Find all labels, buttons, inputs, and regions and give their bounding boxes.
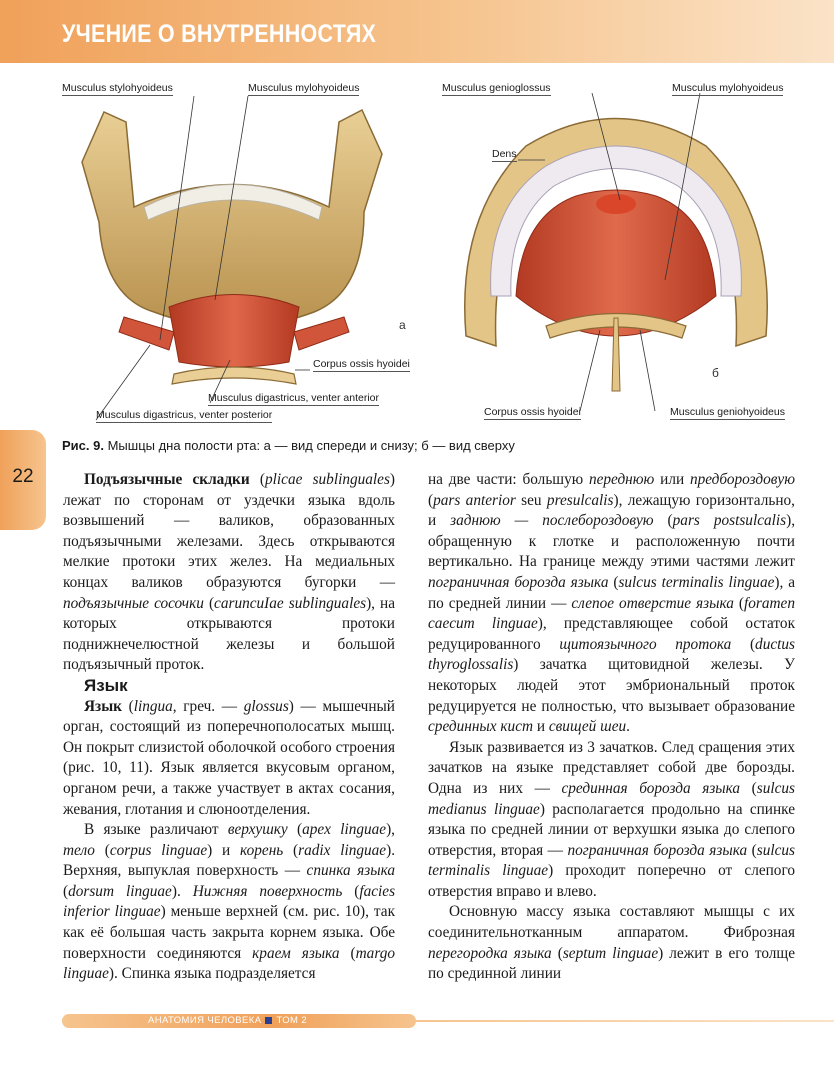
text-run: Основную массу языка составляют мышцы с их соединительнотканным аппаратом. Фиброзная (428, 903, 795, 942)
text-run: . (626, 718, 630, 736)
text-run: ( (747, 841, 757, 859)
term-italic: plicae sublinguales (265, 471, 390, 488)
text-column-right (428, 470, 795, 985)
paragraph-tongue-intro (63, 697, 395, 821)
term-italic: предбороздовую (689, 471, 795, 488)
term-italic: ductus thyroglossalis (428, 635, 795, 674)
term-italic: presulcalis (546, 491, 614, 509)
label-mylohyoideus-a: Musculus mylohyoideus (248, 82, 360, 94)
label-corpus-hyoid-a: Corpus ossis hyoidei (313, 358, 410, 370)
text-run: ) и (207, 841, 241, 859)
text-run: ( (249, 471, 265, 488)
term-italic: septum linguae (562, 944, 659, 962)
term-italic: pars postsulcalis (672, 512, 787, 530)
text-run: ), а по средней линии — (428, 573, 795, 612)
text-run: ( (94, 841, 110, 859)
term-italic: подъязычные сосочки (63, 594, 204, 612)
text-run: ) меньше верхней (см. рис. 10), так как её большая часть закрыта корнем языка. Обе поверхности соединяются (63, 903, 395, 962)
footer-square-icon (265, 1017, 272, 1024)
text-run: ), лежащую горизонтально, и (428, 491, 795, 530)
text-run: ( (740, 779, 757, 797)
text-run: ( (608, 573, 619, 591)
term-italic: срединных кист (428, 718, 534, 736)
term-italic: слепое отверстие языка (571, 594, 734, 612)
term-italic: щитоязычного протока (559, 635, 732, 653)
figure-9a-illustration (64, 92, 404, 392)
term-italic: спинка языка (306, 862, 395, 880)
footer-rule (416, 1020, 834, 1022)
figure-caption-text: Мышцы дна полости рта: а — вид спереди и снизу; б — вид сверху (107, 438, 515, 453)
text-run: ), представляющее собой остаток редуцированного (428, 615, 795, 653)
figure-caption (62, 438, 515, 453)
term-italic: apex linguae (302, 821, 387, 839)
page-number: 22 (12, 466, 34, 487)
text-run: ( (121, 697, 134, 715)
footer-running-title (148, 1015, 307, 1026)
paragraph-dorsum-parts (428, 470, 795, 738)
term-italic: sulcus terminalis linguae (428, 841, 795, 880)
footer-volume: ТОМ 2 (276, 1015, 308, 1026)
footer-book-title: АНАТОМИЯ ЧЕЛОВЕКА (148, 1015, 262, 1026)
chapter-header (0, 0, 834, 63)
paragraph-sublingual-folds (63, 470, 395, 676)
term-italic: margo linguae (63, 944, 396, 983)
text-run: ). Спинка языка подразделяется (108, 965, 316, 983)
text-run: Язык развивается из 3 зачатков. След сращения этих зачатков на языке представляет собой две борозды. Одна из них — (428, 738, 795, 797)
text-run: ( (731, 635, 756, 653)
term-italic: pars anterior (433, 491, 516, 509)
label-digastricus-anterior: Musculus digastricus, venter anterior (208, 392, 379, 404)
panel-letter-a: а (399, 318, 406, 332)
text-run: В языке различают (84, 821, 228, 839)
term-italic: sulcus medianus linguae (428, 779, 796, 818)
term-italic: корень (240, 841, 284, 859)
label-digastricus-posterior: Musculus digastricus, venter posterior (96, 409, 273, 421)
term-italic: sulcus terminalis linguae (618, 573, 775, 591)
term-italic: пограничная борозда языка (567, 841, 748, 859)
term-italic: верхушку (227, 821, 288, 839)
text-run: ( (203, 594, 215, 612)
text-run: , греч. — (172, 697, 244, 715)
text-run: ( (551, 944, 563, 962)
label-mylohyoideus-b: Musculus mylohyoideus (672, 82, 784, 94)
term-italic: заднюю — послебороздовую (450, 512, 654, 530)
label-dens: Dens (492, 148, 517, 160)
text-run: ( (287, 821, 303, 839)
text-run: и (533, 718, 549, 736)
term-bold: Язык (84, 697, 122, 715)
term-italic: facies inferior linguae (63, 882, 396, 921)
term-italic: glossus (243, 697, 289, 715)
text-run: ) — мышечный орган, состоящий из поперечнополосатых мышц. Он покрыт слизистой оболочкой особого строения (рис. 10, 11). Язык является вкусовым органом, органом речи, а также участвует в актах сосания, жевания, глотания и слюноотделения. (63, 697, 395, 818)
figure-9b-illustration (446, 96, 786, 396)
text-run: ( (342, 882, 360, 900)
term-italic: краем языка (252, 944, 340, 962)
text-run: ( (63, 882, 69, 900)
section-title-tongue: Язык (84, 675, 128, 695)
text-run: ). (171, 882, 193, 900)
label-geniohyoideus: Musculus geniohyoideus (670, 406, 785, 418)
label-genioglossus: Musculus genioglossus (442, 82, 551, 94)
term-italic: свищей шеи (548, 718, 627, 736)
paragraph-tongue-parts (63, 820, 395, 985)
term-italic: corpus linguae (109, 841, 208, 859)
figure-number: Рис. 9. (62, 438, 104, 453)
text-run: ( (428, 491, 434, 509)
text-run: ), обращенную к глотке и расположенную почти вертикально. На границе между этими частями лежит (428, 512, 796, 571)
text-run: ( (339, 944, 356, 962)
term-italic: срединная борозда языка (561, 779, 741, 797)
label-stylohyoideus: Musculus stylohyoideus (62, 82, 173, 94)
text-run: ( (733, 594, 745, 612)
text-run: или (654, 471, 690, 488)
paragraph-tongue-development (428, 738, 795, 903)
text-run: ) зачатка щитовидной железы. У некоторых людей этот эмбриональный проток редуцируется не полностью, что вызывает образование (428, 656, 795, 715)
text-run: на две части: большую (428, 471, 589, 488)
text-run: ) проходит поперечно от слепого отверстия вправо и влево. (428, 862, 795, 900)
text-run: ) располагается продольно на спинке языка по средней линии от верхушки языка до слепого отверстия, вторая — (428, 800, 796, 859)
term-italic: dorsum linguae (68, 882, 172, 900)
term-italic: перегородка языка (428, 944, 552, 962)
term-italic: Нижняя поверхность (192, 882, 343, 900)
text-run: ), (386, 821, 395, 839)
term-bold: Подъязычные складки (84, 471, 250, 488)
term-italic: caruncuIae sublinguales (214, 594, 367, 612)
paragraph-tongue-muscles (428, 902, 795, 984)
text-column-left (63, 470, 395, 985)
term-italic: тело (63, 841, 95, 859)
term-italic: foramen caecum linguae (428, 594, 796, 633)
term-italic: переднюю (588, 471, 655, 488)
text-run: ( (653, 512, 673, 530)
text-run: ), на которых открываются протоки поднижнечелюстной железы и большой подъязычный проток. (63, 594, 396, 674)
term-italic: пограничная борозда языка (428, 573, 609, 591)
text-run: ) лежит в его толще по срединной линии (428, 944, 795, 983)
label-corpus-hyoid-b: Corpus ossis hyoidei (484, 406, 581, 418)
chapter-title: УЧЕНИЕ О ВНУТРЕННОСТЯХ (62, 20, 377, 48)
term-italic: lingua (133, 697, 173, 715)
text-run: seu (515, 491, 547, 509)
text-run: ( (283, 841, 299, 859)
text-run: ). Верхняя, выпуклая поверхность — (63, 841, 396, 880)
term-italic: radix linguae (298, 841, 387, 859)
text-run: ) лежат по сторонам от уздечки языка вдоль возвышений — валиков, образованных подъязычными железами. Здесь открываются мелкие протоки этих желез. На медиальных концах валиков образуются бугорки — (63, 471, 396, 591)
panel-letter-b: б (712, 366, 719, 380)
